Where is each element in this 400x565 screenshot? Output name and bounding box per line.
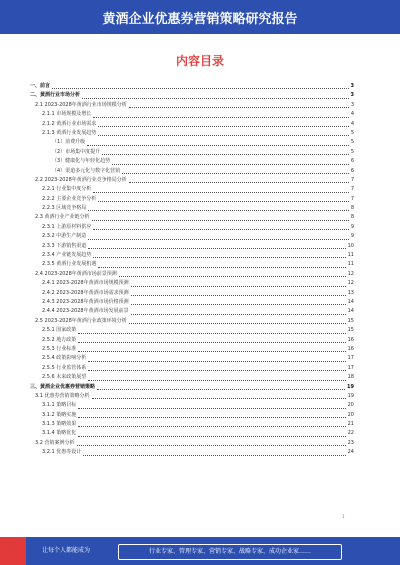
toc-leader-dots <box>122 167 349 174</box>
toc-entry-text: 2.3.5 黄酒行业发展机遇 <box>42 261 97 268</box>
toc-leader-dots <box>52 82 349 89</box>
toc-entry-page: 9 <box>350 233 354 240</box>
toc-entry[interactable] <box>30 195 354 204</box>
toc-leader-dots <box>78 345 345 352</box>
toc-leader-dots <box>92 213 349 220</box>
toc-entry-page: 8 <box>350 214 354 221</box>
toc-entry-text: （3）健康化与年轻化趋势 <box>52 158 111 165</box>
toc-leader-dots <box>129 176 349 183</box>
toc-leader-dots <box>87 138 349 145</box>
toc-leader-dots <box>92 392 346 399</box>
toc-entry-page: 13 <box>347 289 354 296</box>
toc-entry-text: 2.2.2 主要企业竞争分析 <box>42 195 97 202</box>
toc-entry-text: 2.2.3 区域竞争格局 <box>42 205 87 212</box>
toc-entry[interactable] <box>30 420 354 429</box>
toc-entry-text: 2.5.6 未来政策展望 <box>42 374 87 381</box>
toc-entry[interactable] <box>30 439 354 448</box>
toc-entry[interactable] <box>30 120 354 129</box>
toc-entry-page: 20 <box>347 402 354 409</box>
toc-entry-page: 16 <box>347 336 354 343</box>
toc-entry[interactable] <box>30 289 354 298</box>
toc-entry-text: 一、前言 <box>30 83 51 89</box>
toc-entry-text: （4）渠道多元化与数字化营销 <box>52 167 121 174</box>
toc-leader-dots <box>98 260 345 267</box>
toc-entry-page: 12 <box>347 270 354 277</box>
toc-leader-dots <box>78 326 345 333</box>
toc-entry-page: 20 <box>347 411 354 418</box>
toc-leader-dots <box>88 232 349 239</box>
toc-leader-dots <box>88 204 349 211</box>
table-of-contents <box>30 82 354 458</box>
toc-entry[interactable] <box>30 448 354 457</box>
footer-slogan: 让每个人都能成为 <box>42 547 91 554</box>
toc-entry[interactable] <box>30 138 354 147</box>
toc-leader-dots <box>77 439 346 446</box>
toc-leader-dots <box>98 120 349 127</box>
toc-entry-text: 2.4.2 2023-2028年黄酒市场需求预测 <box>42 289 129 296</box>
toc-leader-dots <box>119 270 346 277</box>
toc-leader-dots <box>102 148 349 155</box>
toc-leader-dots <box>78 401 345 408</box>
toc-entry-page: 4 <box>350 111 354 118</box>
toc-entry-page: 11 <box>347 252 354 259</box>
toc-entry-text: 2.5.2 地方政策 <box>42 336 77 343</box>
toc-entry-page: 5 <box>350 139 354 146</box>
toc-entry[interactable] <box>30 364 354 373</box>
toc-entry-page: 17 <box>347 355 354 362</box>
footer-roles-box <box>118 544 342 560</box>
toc-entry[interactable] <box>30 110 354 119</box>
toc-leader-dots <box>131 279 346 286</box>
footer-accent-strip <box>0 537 26 565</box>
toc-leader-dots <box>78 411 345 418</box>
toc-entry[interactable] <box>30 82 354 91</box>
toc-leader-dots <box>98 195 349 202</box>
toc-entry[interactable] <box>30 260 354 269</box>
toc-entry-page: 3 <box>350 92 354 99</box>
toc-entry-page: 21 <box>347 421 354 428</box>
toc-entry[interactable] <box>30 354 354 363</box>
toc-entry-text: 2.4.4 2023-2028年黄酒市场发展前景 <box>42 308 129 315</box>
toc-entry[interactable] <box>30 298 354 307</box>
toc-entry-text: 2.4 2023-2028年黄酒市场前景预测 <box>35 270 117 277</box>
toc-leader-dots <box>129 101 349 108</box>
toc-entry[interactable] <box>30 213 354 222</box>
toc-entry[interactable] <box>30 401 354 410</box>
toc-entry[interactable] <box>30 317 354 326</box>
toc-entry-text: 3.1 优惠券营销策略分析 <box>35 392 90 399</box>
toc-leader-dots <box>83 448 345 455</box>
toc-leader-dots <box>97 383 345 390</box>
toc-entry-text: 3.1.1 策略目标 <box>42 402 77 409</box>
footer-banner <box>0 537 400 565</box>
toc-entry-text: 2.1.2 黄酒行业市场需求 <box>42 120 97 127</box>
toc-entry[interactable] <box>30 129 354 138</box>
toc-leader-dots <box>129 317 346 324</box>
toc-leader-dots <box>93 185 349 192</box>
toc-entry-page: 15 <box>347 317 354 324</box>
toc-leader-dots <box>98 129 349 136</box>
toc-entry-text: 2.5.5 行业监管体系 <box>42 364 87 371</box>
toc-entry-text: 2.4.3 2023-2028年黄酒市场价格预测 <box>42 298 129 305</box>
toc-entry-text: 2.3 黄酒行业产业链分析 <box>35 214 90 221</box>
toc-leader-dots <box>88 373 345 380</box>
toc-entry-text: 2.4.1 2023-2028年黄酒市场规模预测 <box>42 280 129 287</box>
toc-leader-dots <box>88 364 345 371</box>
toc-entry-page: 19 <box>347 392 354 399</box>
toc-entry-page: 3 <box>350 101 354 108</box>
toc-entry[interactable] <box>30 242 354 251</box>
toc-entry[interactable] <box>30 251 354 260</box>
toc-entry[interactable] <box>30 429 354 438</box>
toc-entry-page: 15 <box>347 327 354 334</box>
toc-entry-page: 6 <box>350 167 354 174</box>
toc-entry[interactable] <box>30 185 354 194</box>
toc-entry-text: 2.5.1 国家政策 <box>42 327 77 334</box>
toc-entry-page: 7 <box>350 176 354 183</box>
toc-entry[interactable] <box>30 157 354 166</box>
toc-entry-page: 6 <box>350 158 354 165</box>
toc-entry-page: 17 <box>347 364 354 371</box>
toc-leader-dots <box>88 242 345 249</box>
toc-entry-page: 7 <box>350 186 354 193</box>
toc-entry-text: 2.1.1 市场规模及增长 <box>42 111 92 118</box>
toc-entry-text: （1）消费升级 <box>52 139 86 146</box>
toc-entry[interactable] <box>30 270 354 279</box>
toc-entry[interactable] <box>30 167 354 176</box>
toc-entry-page: 5 <box>350 129 354 136</box>
toc-entry-text: 2.1 2023-2028年黄酒行业市场规模分析 <box>35 101 127 108</box>
toc-entry-text: 三、黄酒企业优惠券营销策略 <box>30 383 96 390</box>
toc-entry-text: 2.1.3 黄酒行业发展趋势 <box>42 129 97 136</box>
toc-entry-text: 2.5 2023-2028年黄酒行业政策环境分析 <box>35 317 127 324</box>
page-number: 1 <box>342 514 345 519</box>
toc-entry[interactable] <box>30 411 354 420</box>
toc-entry-page: 10 <box>347 242 354 249</box>
toc-entry[interactable] <box>30 101 354 110</box>
toc-entry-page: 4 <box>350 120 354 127</box>
toc-entry[interactable] <box>30 148 354 157</box>
toc-heading: 内容目录 <box>175 54 224 68</box>
toc-leader-dots <box>93 251 345 258</box>
toc-entry[interactable] <box>30 176 354 185</box>
toc-entry-text: 2.5.3 行业标准 <box>42 345 77 352</box>
toc-entry[interactable] <box>30 336 354 345</box>
toc-leader-dots <box>131 289 346 296</box>
toc-entry[interactable] <box>30 204 354 213</box>
toc-leader-dots <box>112 157 349 164</box>
toc-entry[interactable] <box>30 279 354 288</box>
toc-entry-page: 9 <box>350 223 354 230</box>
toc-entry-text: 3.1.3 策略效果 <box>42 421 77 428</box>
toc-entry[interactable] <box>30 232 354 241</box>
toc-entry-text: 3.1.2 策略实施 <box>42 411 77 418</box>
toc-entry[interactable] <box>30 307 354 316</box>
toc-entry-page: 12 <box>347 280 354 287</box>
toc-entry-text: 2.3.3 下游销售渠道 <box>42 242 87 249</box>
toc-leader-dots <box>93 110 349 117</box>
report-title: 黄酒企业优惠券营销策略研究报告 <box>102 11 298 27</box>
toc-entry-page: 16 <box>347 345 354 352</box>
toc-entry-text: 2.3.4 产业链发展趋势 <box>42 252 92 259</box>
toc-entry[interactable] <box>30 392 354 401</box>
toc-entry-page: 8 <box>350 205 354 212</box>
toc-leader-dots <box>82 91 349 98</box>
toc-entry[interactable] <box>30 373 354 382</box>
toc-leader-dots <box>88 354 345 361</box>
toc-entry-page: 7 <box>350 195 354 202</box>
toc-entry[interactable] <box>30 383 354 392</box>
toc-leader-dots <box>78 429 345 436</box>
toc-entry-page: 14 <box>347 308 354 315</box>
toc-entry-page: 3 <box>350 83 354 89</box>
header-banner <box>0 0 400 34</box>
toc-entry-page: 22 <box>347 430 354 437</box>
toc-entry-page: 24 <box>347 449 354 456</box>
toc-leader-dots <box>131 298 346 305</box>
toc-leader-dots <box>131 307 346 314</box>
toc-entry[interactable] <box>30 91 354 100</box>
toc-entry-text: 2.2 2023-2028年黄酒行业竞争格局分析 <box>35 176 127 183</box>
toc-entry-text: 2.3.1 上游原材料供应 <box>42 223 92 230</box>
toc-entry-page: 18 <box>347 374 354 381</box>
toc-entry[interactable] <box>30 345 354 354</box>
toc-entry-page: 11 <box>347 261 354 268</box>
toc-entry-text: 3.2 营销案例分析 <box>35 439 75 446</box>
toc-leader-dots <box>93 223 349 230</box>
footer-roles: 行业专家、管理专家、营销专家、战略专家、成功企业家…… <box>148 548 311 555</box>
toc-entry-text: 2.3.2 中游生产制造 <box>42 233 87 240</box>
toc-entry-text: 2.5.4 政策影响分析 <box>42 355 87 362</box>
toc-leader-dots <box>78 420 345 427</box>
toc-entry-text: （2）市场集中度提升 <box>52 148 101 155</box>
toc-entry-page: 5 <box>350 148 354 155</box>
toc-entry-page: 14 <box>347 298 354 305</box>
toc-entry-page: 23 <box>347 439 354 446</box>
toc-entry[interactable] <box>30 223 354 232</box>
toc-entry[interactable] <box>30 326 354 335</box>
toc-entry-text: 3.1.4 策略优化 <box>42 430 77 437</box>
toc-entry-text: 3.2.1 优惠券设计 <box>42 449 82 456</box>
toc-leader-dots <box>78 336 345 343</box>
toc-entry-page: 19 <box>347 383 354 390</box>
toc-entry-text: 二、黄酒行业市场分析 <box>30 92 81 99</box>
toc-entry-text: 2.2.1 行业集中度分析 <box>42 186 92 193</box>
